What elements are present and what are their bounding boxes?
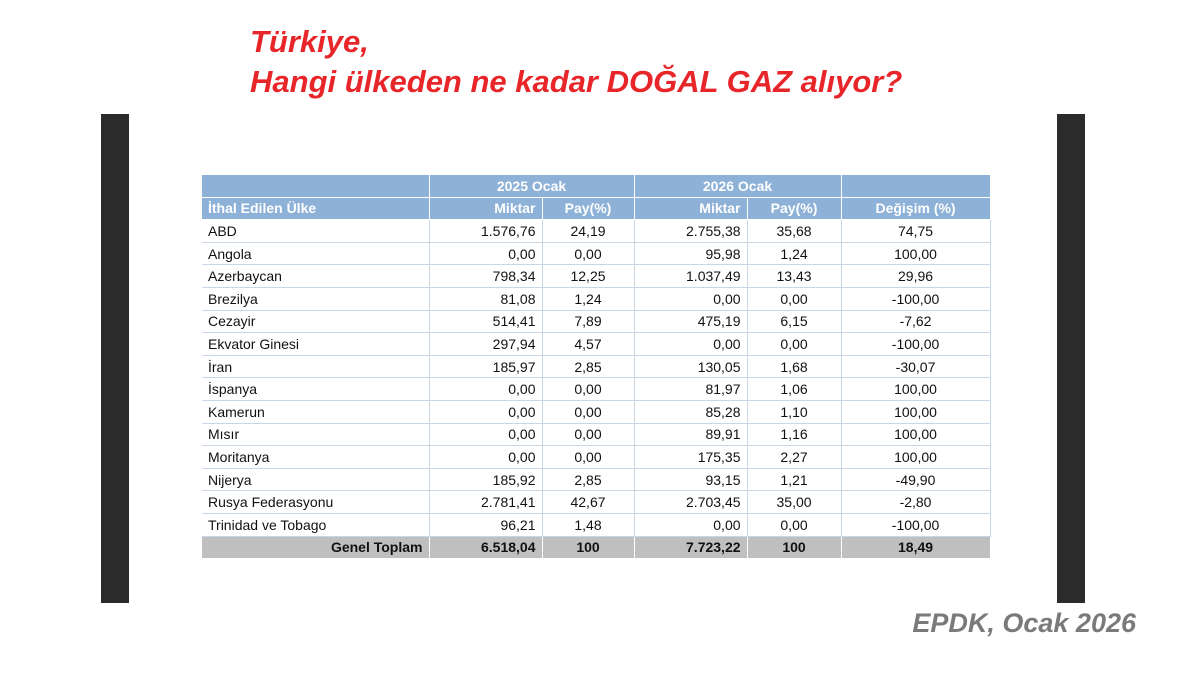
header-country: İthal Edilen Ülke (202, 197, 429, 220)
cell-miktar-2026: 130,05 (634, 355, 747, 378)
table-row (202, 242, 990, 265)
table-row (202, 446, 990, 469)
table-row (202, 468, 990, 491)
table-row (202, 400, 990, 423)
cell-degisim: -100,00 (841, 333, 990, 356)
cell-pay-2025: 0,00 (542, 423, 634, 446)
cell-degisim: -2,80 (841, 491, 990, 514)
cell-country: Azerbaycan (202, 265, 429, 288)
table-body (202, 220, 990, 536)
cell-country: Mısır (202, 423, 429, 446)
table-row (202, 423, 990, 446)
header-2025-ocak: 2025 Ocak (429, 175, 634, 197)
cell-miktar-2025: 2.781,41 (429, 491, 542, 514)
cell-country: Cezayir (202, 310, 429, 333)
cell-miktar-2026: 93,15 (634, 468, 747, 491)
cell-pay-2026: 1,16 (747, 423, 841, 446)
cell-pay-2025: 0,00 (542, 400, 634, 423)
cell-miktar-2026: 2.755,38 (634, 220, 747, 243)
total-miktar-2025: 6.518,04 (429, 536, 542, 558)
cell-miktar-2026: 1.037,49 (634, 265, 747, 288)
cell-miktar-2025: 81,08 (429, 287, 542, 310)
left-decorative-bar (101, 114, 129, 603)
cell-pay-2025: 12,25 (542, 265, 634, 288)
header-pay-2025: Pay(%) (542, 197, 634, 220)
cell-miktar-2026: 475,19 (634, 310, 747, 333)
table-total-row (202, 536, 990, 558)
cell-country: Angola (202, 242, 429, 265)
cell-miktar-2026: 95,98 (634, 242, 747, 265)
cell-country: ABD (202, 220, 429, 243)
cell-miktar-2026: 81,97 (634, 378, 747, 401)
cell-country: İspanya (202, 378, 429, 401)
gas-import-table (202, 175, 991, 558)
cell-pay-2025: 1,48 (542, 513, 634, 536)
page-title (250, 22, 902, 102)
cell-pay-2025: 4,57 (542, 333, 634, 356)
cell-miktar-2026: 85,28 (634, 400, 747, 423)
table-row (202, 378, 990, 401)
cell-miktar-2025: 514,41 (429, 310, 542, 333)
cell-miktar-2026: 2.703,45 (634, 491, 747, 514)
table-row (202, 333, 990, 356)
table-group-header-row (202, 175, 990, 197)
cell-pay-2026: 1,68 (747, 355, 841, 378)
cell-pay-2026: 13,43 (747, 265, 841, 288)
cell-pay-2025: 0,00 (542, 446, 634, 469)
total-pay-2026: 100 (747, 536, 841, 558)
cell-country: Ekvator Ginesi (202, 333, 429, 356)
table-row (202, 220, 990, 243)
cell-pay-2025: 0,00 (542, 378, 634, 401)
cell-pay-2025: 0,00 (542, 242, 634, 265)
cell-pay-2026: 1,10 (747, 400, 841, 423)
header-pay-2026: Pay(%) (747, 197, 841, 220)
cell-miktar-2026: 0,00 (634, 333, 747, 356)
cell-degisim: 100,00 (841, 446, 990, 469)
cell-degisim: 29,96 (841, 265, 990, 288)
cell-miktar-2026: 89,91 (634, 423, 747, 446)
table-row (202, 265, 990, 288)
cell-country: İran (202, 355, 429, 378)
cell-country: Kamerun (202, 400, 429, 423)
cell-degisim: -30,07 (841, 355, 990, 378)
cell-pay-2025: 24,19 (542, 220, 634, 243)
cell-pay-2026: 0,00 (747, 333, 841, 356)
cell-degisim: 100,00 (841, 378, 990, 401)
cell-degisim: 74,75 (841, 220, 990, 243)
cell-pay-2026: 35,68 (747, 220, 841, 243)
cell-degisim: 100,00 (841, 242, 990, 265)
cell-pay-2025: 7,89 (542, 310, 634, 333)
total-miktar-2026: 7.723,22 (634, 536, 747, 558)
cell-country: Moritanya (202, 446, 429, 469)
cell-country: Brezilya (202, 287, 429, 310)
cell-country: Rusya Federasyonu (202, 491, 429, 514)
cell-degisim: -100,00 (841, 513, 990, 536)
table-row (202, 355, 990, 378)
cell-miktar-2025: 185,97 (429, 355, 542, 378)
table-row (202, 491, 990, 514)
cell-pay-2026: 1,24 (747, 242, 841, 265)
cell-pay-2026: 2,27 (747, 446, 841, 469)
cell-miktar-2026: 0,00 (634, 287, 747, 310)
cell-country: Trinidad ve Tobago (202, 513, 429, 536)
header-2026-ocak: 2026 Ocak (634, 175, 841, 197)
cell-pay-2026: 1,06 (747, 378, 841, 401)
cell-degisim: 100,00 (841, 423, 990, 446)
cell-pay-2026: 0,00 (747, 513, 841, 536)
header-empty-cell (202, 175, 429, 197)
cell-pay-2025: 42,67 (542, 491, 634, 514)
cell-miktar-2025: 0,00 (429, 242, 542, 265)
cell-miktar-2025: 0,00 (429, 400, 542, 423)
cell-country: Nijerya (202, 468, 429, 491)
right-decorative-bar (1057, 114, 1085, 603)
table-row (202, 310, 990, 333)
cell-miktar-2025: 96,21 (429, 513, 542, 536)
cell-miktar-2025: 0,00 (429, 378, 542, 401)
total-degisim: 18,49 (841, 536, 990, 558)
title-line-1: Türkiye, (250, 24, 369, 59)
cell-degisim: 100,00 (841, 400, 990, 423)
cell-pay-2026: 1,21 (747, 468, 841, 491)
cell-degisim: -49,90 (841, 468, 990, 491)
cell-miktar-2025: 1.576,76 (429, 220, 542, 243)
header-miktar-2025: Miktar (429, 197, 542, 220)
cell-miktar-2026: 0,00 (634, 513, 747, 536)
table-column-header-row (202, 197, 990, 220)
header-miktar-2026: Miktar (634, 197, 747, 220)
cell-degisim: -100,00 (841, 287, 990, 310)
cell-pay-2025: 2,85 (542, 355, 634, 378)
cell-miktar-2025: 0,00 (429, 446, 542, 469)
cell-miktar-2026: 175,35 (634, 446, 747, 469)
cell-miktar-2025: 0,00 (429, 423, 542, 446)
cell-miktar-2025: 185,92 (429, 468, 542, 491)
header-degisim: Değişim (%) (841, 197, 990, 220)
total-label: Genel Toplam (202, 536, 429, 558)
cell-degisim: -7,62 (841, 310, 990, 333)
source-label: EPDK, Ocak 2026 (912, 608, 1136, 638)
cell-pay-2025: 2,85 (542, 468, 634, 491)
title-line-2: Hangi ülkeden ne kadar DOĞAL GAZ alıyor? (250, 64, 903, 99)
total-pay-2025: 100 (542, 536, 634, 558)
cell-pay-2025: 1,24 (542, 287, 634, 310)
header-empty-cell (841, 175, 990, 197)
cell-miktar-2025: 297,94 (429, 333, 542, 356)
cell-miktar-2025: 798,34 (429, 265, 542, 288)
table-row (202, 513, 990, 536)
cell-pay-2026: 0,00 (747, 287, 841, 310)
cell-pay-2026: 35,00 (747, 491, 841, 514)
cell-pay-2026: 6,15 (747, 310, 841, 333)
table-row (202, 287, 990, 310)
